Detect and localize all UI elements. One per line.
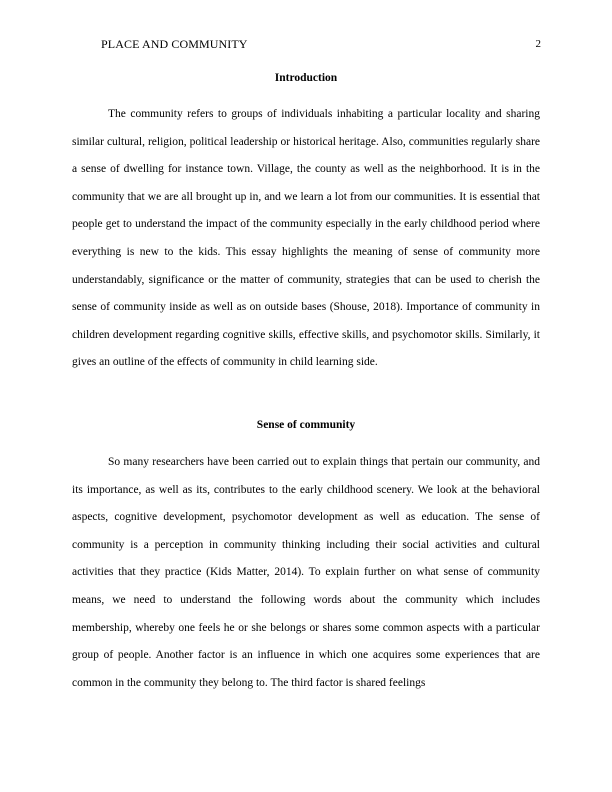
- page-number: 2: [535, 38, 541, 50]
- paragraph-sense-of-community: So many researchers have been carried out to explain things that pertain our community, and its importance, as well as its, contributes to the early childhood scenery. We look at the behavioral aspects, cognitive development, psychomotor development as well as education. The sense of community is a perception in community thinking including their social activities and cultural activities that they practice (Kids Matter, 2014). To explain further on what sense of community means, we need to understand the following words about the community which includes membership, whereby one feels he or she belongs or shares some common aspects with a particular group of people. Another factor is an influence in which one acquires some experiences that are common in the community they belong to. The third factor is shared feelings: [72, 456, 540, 689]
- running-head: PLACE AND COMMUNITY: [101, 37, 248, 51]
- section-heading-sense-of-community: Sense of community: [256, 419, 356, 431]
- paragraph-introduction: The community refers to groups of individuals inhabiting a particular locality and sharing similar cultural, religion, political leadership or historical heritage. Also, communities regularly share a sense of dwelling for instance town. Village, the county as well as the neighborhood. It is in the community that we are all brought up in, and we learn a lot from our communities. It is essential that people get to understand the impact of the community especially in the early childhood period where everything is new to the kids. This essay highlights the meaning of sense of community more understandably, significance or the matter of community, strategies that can be used to cherish the sense of community inside as well as on outside bases (Shouse, 2018). Importance of community in children development regarding cognitive skills, effective skills, and psychomotor skills. Similarly, it gives an outline of the effects of community in child learning side.: [72, 108, 540, 369]
- section-heading-introduction: Introduction: [274, 72, 338, 84]
